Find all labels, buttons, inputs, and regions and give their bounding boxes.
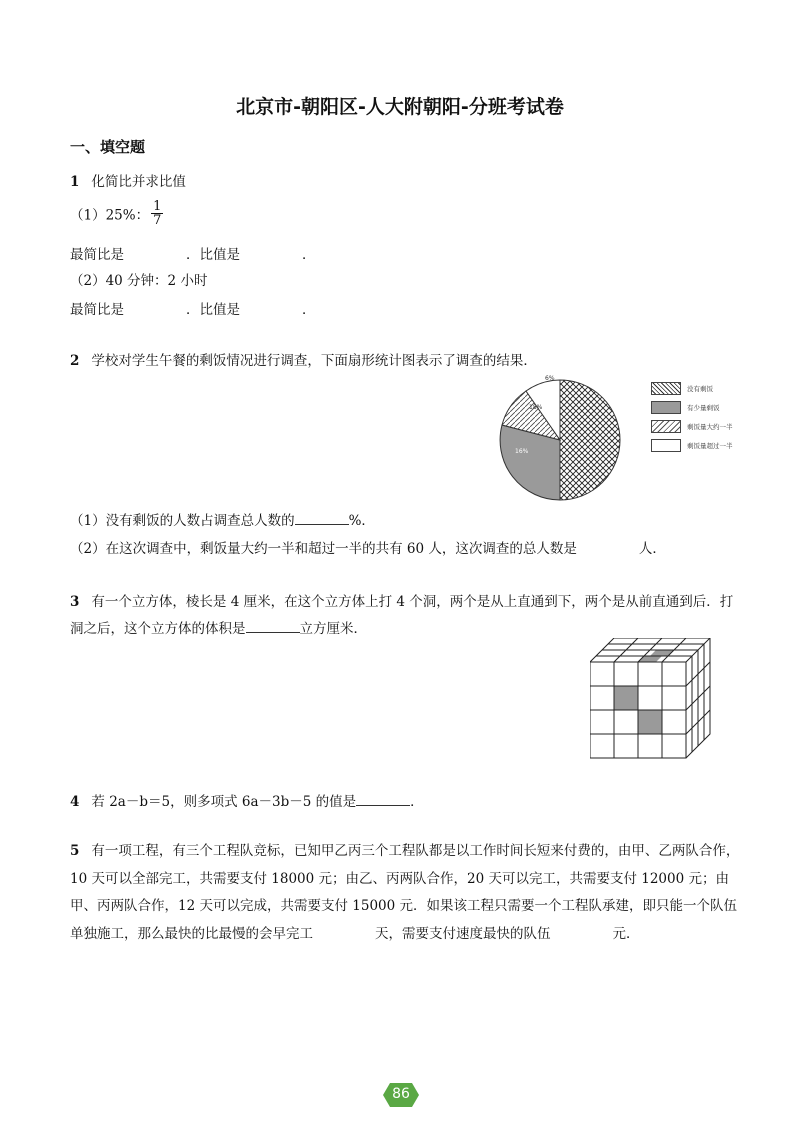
question-text: 人． [638,541,666,557]
hole [614,686,638,710]
legend-label: 剩饭量大约一半 [687,423,733,431]
q1-part-2: （2）40 分钟：2 小时 [70,273,208,289]
question-4 [70,790,424,810]
fraction-numerator: 1 [153,199,162,214]
legend-swatch [651,420,681,433]
question-text: （2）在这次调查中，剩饭量大约一半和超过一半的共有 60 人，这次调查的总人数是 [70,541,577,557]
q2-sub-1 [70,509,375,529]
answer-blank[interactable] [295,513,349,525]
answer-label: ． [302,302,316,318]
pie-label: 18% [529,404,543,411]
question-3-line-2 [70,617,367,637]
legend-item [651,382,713,395]
question-number: 5 [70,843,80,859]
question-text: 化简比并求比值 [91,174,186,190]
q1-answer-1 [70,243,316,263]
question-1 [70,170,186,190]
question-3 [70,590,733,610]
answer-blank[interactable] [356,794,410,806]
hole [638,710,662,734]
question-text: 学校对学生午餐的剩饭情况进行调查，下面扇形统计图表示了调查的结果． [91,353,537,369]
fraction [151,200,163,227]
legend-label: 有少量剩饭 [687,404,720,412]
legend-item [651,401,720,414]
legend-label: 没有剩饭 [687,385,713,393]
question-number: 1 [70,174,80,190]
q1-part-1 [70,200,163,227]
legend-item [651,420,733,433]
question-text: 若 2a－b＝5，则多项式 6a－3b－5 的值是 [91,794,357,810]
legend-swatch [651,439,681,452]
legend-swatch [651,382,681,395]
q2-sub-2 [70,537,666,557]
pie-label: 16% [515,448,529,455]
legend-swatch [651,401,681,414]
cube-figure [590,638,735,762]
page-number-badge [382,1082,420,1108]
question-text: 天，需要支付速度最快的队伍 [375,925,551,942]
answer-label: ．比值是 [186,302,240,318]
legend-label: 剩饭量超过一半 [687,442,733,450]
pie-slice-no-leftover [560,380,620,500]
q1-part-1-text: （1）25%： [70,207,150,224]
answer-label: ．比值是 [186,247,240,263]
question-2 [70,349,537,369]
answer-blank[interactable] [246,621,300,633]
question-text: 元． [612,925,640,942]
pie-label: 6% [545,375,555,382]
question-text: ． [410,794,424,810]
q1-answer-2 [70,298,316,318]
question-text: 有一项工程，有三个工程队竞标，已知甲乙丙三个工程队都是以工作时间长短来付费的，由甲、乙两队合作，10 天可以全部完工，共需要支付 18000 元；由乙、丙两队合作，20 天可以完工，共需要支付 12000 元；由甲、丙两队合作，12 天可以完成，共需要支付 15000 元．如果该工程只需要一个工程队承建，即只能一个队伍单独施工，那么最快的比最慢的会早完工 [70,843,740,942]
answer-label: ． [302,247,316,263]
answer-label: 最简比是 [70,247,124,263]
page-title: 北京市-朝阳区-人大附朝阳-分班考试卷 [236,96,564,118]
answer-label: 最简比是 [70,302,124,318]
question-text: 洞之后，这个立方体的体积是 [70,621,246,637]
question-text: 有一个立方体，棱长是 4 厘米，在这个立方体上打 4 个洞，两个是从上直通到下，两个是从前直通到后．打 [91,594,734,610]
question-text: （1）没有剩饭的人数占调查总人数的 [70,513,295,529]
question-number: 4 [70,794,80,810]
question-text: 立方厘米． [299,621,367,637]
question-5 [70,838,750,948]
section-heading: 一、填空题 [70,138,146,156]
pie-chart [495,372,625,507]
question-number: 2 [70,353,80,369]
question-text: %． [348,513,375,529]
question-number: 3 [70,594,80,610]
legend-item [651,439,733,452]
page-number: 86 [392,1086,410,1102]
fraction-denominator: 7 [153,213,162,228]
